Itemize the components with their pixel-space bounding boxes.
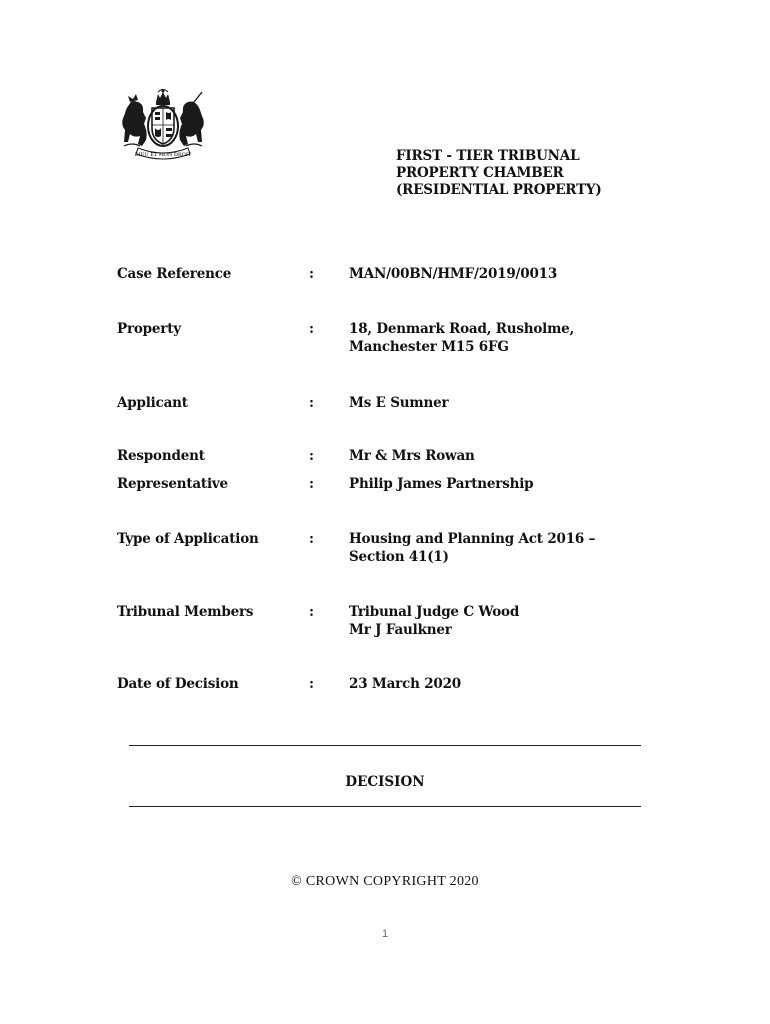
property-label: Property bbox=[117, 321, 181, 337]
tribunal-header bbox=[396, 148, 602, 199]
representative-label: Representative bbox=[117, 476, 228, 492]
tribunal-member-1: Tribunal Judge C Wood bbox=[349, 604, 520, 620]
property-colon: : bbox=[309, 321, 314, 337]
respondent-colon: : bbox=[309, 448, 314, 464]
tribunal-members-colon: : bbox=[309, 604, 314, 620]
decision-date-label: Date of Decision bbox=[117, 676, 239, 692]
case-reference-value: MAN/00BN/HMF/2019/0013 bbox=[349, 266, 558, 282]
application-type-line-2: Section 41(1) bbox=[349, 549, 449, 565]
application-type-label: Type of Application bbox=[117, 531, 259, 547]
case-reference-label: Case Reference bbox=[117, 266, 232, 282]
page-number: 1 bbox=[381, 928, 389, 940]
property-address-line-1: 18, Denmark Road, Rusholme, bbox=[349, 321, 575, 337]
decision-title: DECISION bbox=[345, 774, 425, 790]
decision-date-value: 23 March 2020 bbox=[349, 676, 461, 692]
application-type-line-1: Housing and Planning Act 2016 – bbox=[349, 531, 596, 547]
applicant-label: Applicant bbox=[117, 395, 188, 411]
respondent-value: Mr & Mrs Rowan bbox=[349, 448, 475, 464]
decision-date-colon: : bbox=[309, 676, 314, 692]
crown-copyright: © CROWN COPYRIGHT 2020 bbox=[291, 874, 479, 889]
royal-coat-of-arms-icon bbox=[116, 88, 210, 162]
tribunal-members-label: Tribunal Members bbox=[117, 604, 254, 620]
crest-motto: DIEU ET MON DROIT bbox=[134, 152, 192, 158]
divider-bottom bbox=[129, 806, 641, 807]
representative-value: Philip James Partnership bbox=[349, 476, 534, 492]
representative-colon: : bbox=[309, 476, 314, 492]
property-address-line-2: Manchester M15 6FG bbox=[349, 339, 509, 355]
application-type-colon: : bbox=[309, 531, 314, 547]
tribunal-member-2: Mr J Faulkner bbox=[349, 622, 452, 638]
chamber-division: (RESIDENTIAL PROPERTY) bbox=[396, 182, 602, 198]
applicant-colon: : bbox=[309, 395, 314, 411]
chamber-name: PROPERTY CHAMBER bbox=[396, 165, 564, 181]
applicant-value: Ms E Sumner bbox=[349, 395, 449, 411]
divider-top bbox=[129, 745, 641, 746]
case-reference-colon: : bbox=[309, 266, 314, 282]
tribunal-name: FIRST - TIER TRIBUNAL bbox=[396, 148, 580, 164]
respondent-label: Respondent bbox=[117, 448, 205, 464]
